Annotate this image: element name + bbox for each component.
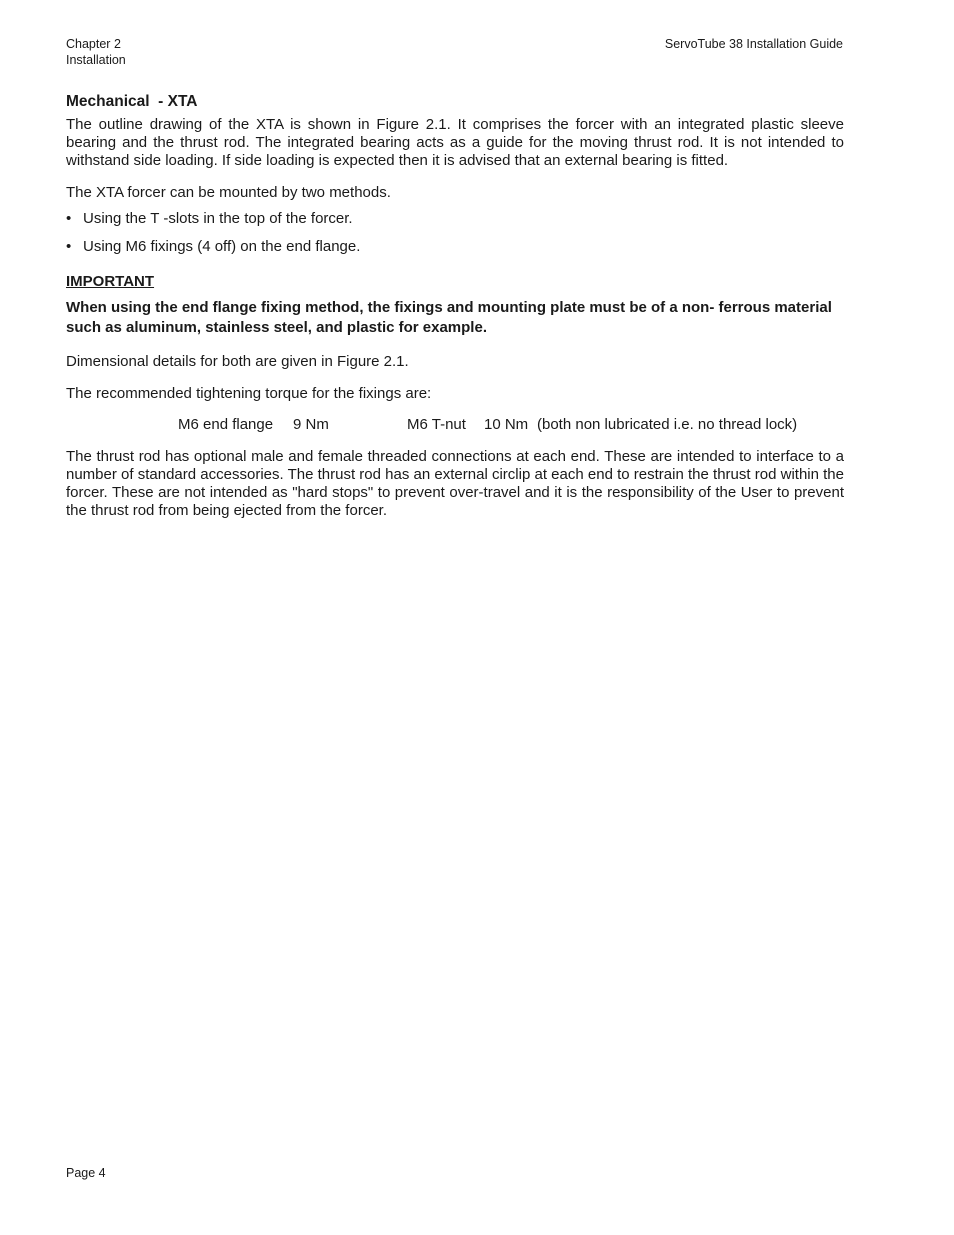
list-item: • Using M6 fixings (4 off) on the end flange. (66, 238, 844, 256)
intro-paragraph: The outline drawing of the XTA is shown in Figure 2.1. It comprises the forcer with an integrated plastic sleeve bearing and the thrust rod. The integrated bearing acts as a guide for the moving thrust rod. It is not intended to withstand side loading. If side loading is expected then it is advised that an external bearing is fitted. (66, 116, 844, 170)
dimensional-paragraph: Dimensional details for both are given in Figure 2.1. (66, 353, 409, 371)
running-header-right (665, 37, 843, 53)
header-guide-title: ServoTube 38 Installation Guide (664, 37, 843, 51)
important-heading: IMPORTANT (66, 273, 155, 291)
mounting-methods-list (66, 210, 844, 256)
torque-flange-value: 9 Nm (293, 415, 329, 433)
list-item: • Using the T -slots in the top of the forcer. (66, 210, 844, 228)
torque-spec-row (66, 416, 844, 434)
torque-tnut-value: 10 Nm (484, 415, 529, 433)
running-header-left (66, 37, 126, 68)
torque-note: (both non lubricated i.e. no thread lock) (537, 415, 798, 433)
torque-lead-paragraph: The recommended tightening torque for the fixings are: (66, 384, 432, 402)
header-chapter: Chapter 2 (66, 37, 121, 51)
thrust-rod-paragraph: The thrust rod has optional male and female threaded connections at each end. These are intended to interface to a number of standard accessories. The thrust rod has an external circlip at each end to restrain the thrust rod within the forcer. These are not intended as "hard stops" to prevent over-travel and it is the responsibility of the User to prevent the thrust rod from being ejected from the forcer. (66, 447, 844, 520)
main-content (66, 93, 844, 521)
header-section: Installation (66, 52, 126, 67)
important-notice: When using the end flange fixing method, the fixings and mounting plate must be of a non- ferrous material such as aluminum, stainless steel, and plastic for example. (66, 299, 832, 337)
section-title: Mechanical - XTA (66, 93, 198, 110)
page-number: Page 4 (66, 1166, 106, 1180)
torque-flange-label: M6 end flange (178, 415, 274, 433)
methods-lead-paragraph: The XTA forcer can be mounted by two methods. (66, 183, 391, 201)
torque-tnut-label: M6 T-nut (407, 415, 466, 433)
